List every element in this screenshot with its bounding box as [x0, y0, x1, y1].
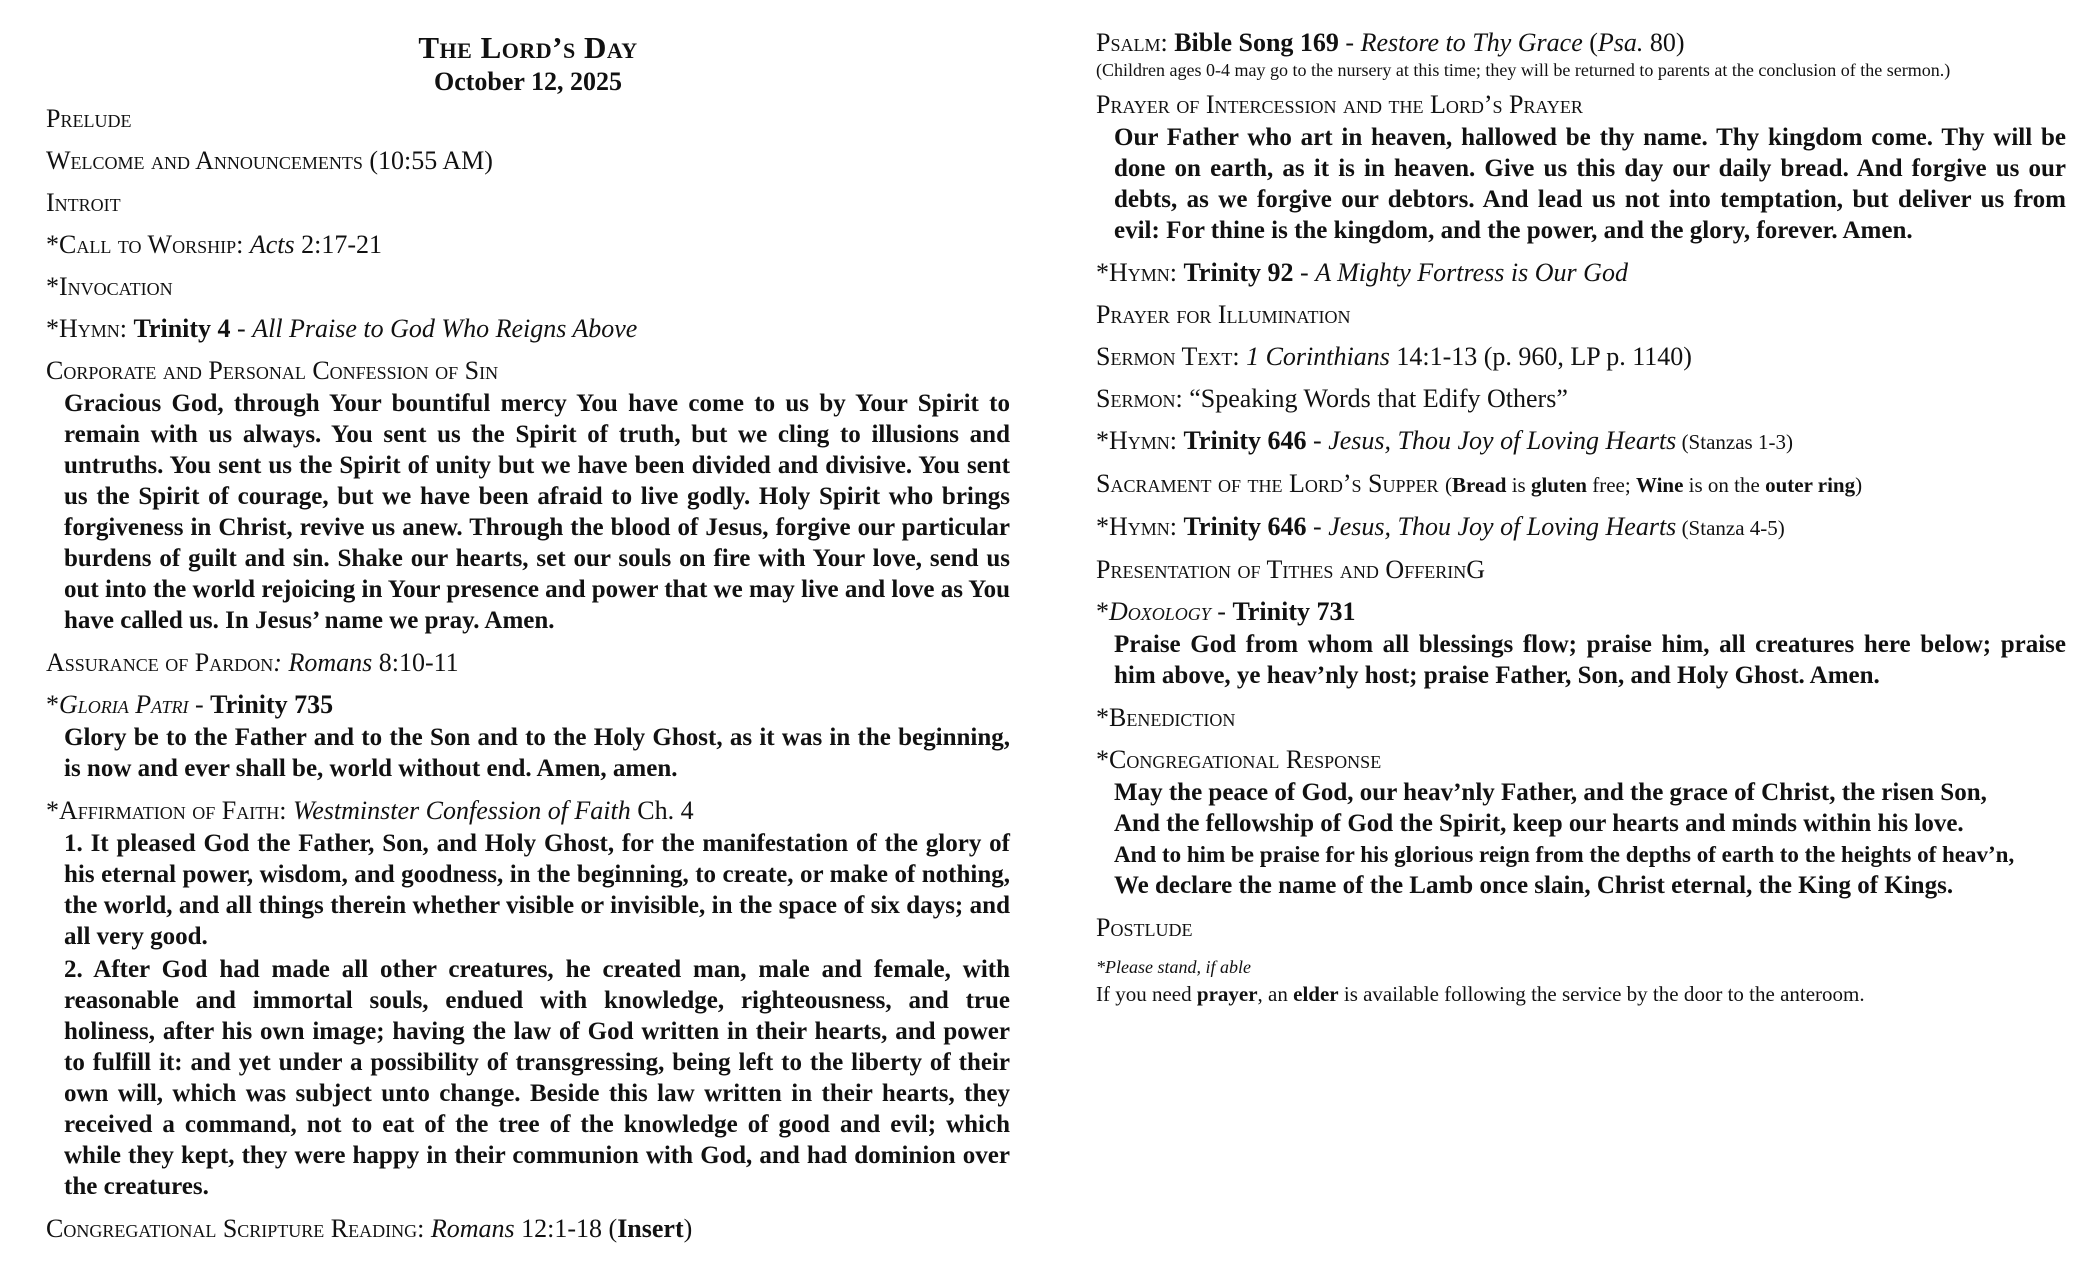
postlude: Postlude — [1096, 913, 1193, 942]
welcome-announcements: Welcome and Announcements (10:55 AM) — [46, 146, 493, 175]
prelude: Prelude — [46, 104, 132, 133]
benediction: *Benediction — [1096, 703, 1236, 732]
affirmation-paragraph-2: 2. After God had made all other creatures, he created man, male and female, with reasonable and immortal souls, endued with knowledge, righteousness, and true holiness, after his own image; having the law of God written in their hearts, and power to fulfill it: and yet under a possibility of transgressing, being left to the liberty of their own will, which was subject unto change. Beside this law written in their hearts, they received a command, not to eat of the tree of the knowledge of good and evil; which while they kept, they were happy in their communion with God, and had dominion over the creatures. — [64, 956, 1010, 1200]
affirmation-paragraph-1: 1. It pleased God the Father, Son, and Holy Ghost, for the manifestation of the glory of his eternal power, wisdom, and goodness, in the beginning, to create, or make of nothing, the world, and all things therein whether visible or invisible, in the space of six days; and all very good. — [64, 830, 1010, 950]
prayer-for-illumination: Prayer for Illumination — [1096, 300, 1351, 329]
confession-heading: Corporate and Personal Confession of Sin — [46, 356, 499, 385]
assurance-of-pardon: Assurance of Pardon: Romans 8:10-11 — [46, 648, 459, 677]
gloria-text: Glory be to the Father and to the Son and to the Holy Ghost, as it was in the beginning, is now and ever shall be, world without end. Amen, amen. — [64, 724, 1010, 782]
confession-text: Gracious God, through Your bountiful mercy You have come to us by Your Spirit to remain with us always. You sent us the Spirit of truth, but we cling to illusions and untruths. You sent us the Spirit of unity but we have been divided and divisive. You sent us the Spirit of courage, but we have been afraid to live godly. Holy Spirit who brings forgiveness in Christ, revive us anew. Through the blood of Jesus, forgive our particular burdens of guilt and sin. Shake our hearts, set our souls on fire with Your love, send us out into the world rejoicing in Your presence and power that we may live and love as You have called us. In Jesus’ name we pray. Amen. — [64, 390, 1010, 634]
tithes-and-offering: Presentation of Tithes and OfferinG — [1096, 555, 1485, 584]
gloria-patri: *Gloria Patri - Trinity 735 — [46, 690, 334, 719]
affirmation-of-faith: *Affirmation of Faith: Westminster Confession of Faith Ch. 4 — [46, 796, 694, 825]
intercession-heading: Prayer of Intercession and the Lord’s Prayer — [1096, 90, 1583, 119]
invocation: *Invocation — [46, 272, 173, 301]
congregational-response-text — [1114, 777, 2066, 901]
scripture-reading: Congregational Scripture Reading: Romans 12:1-18 (Insert) — [46, 1214, 693, 1243]
hymn-4: *Hymn: Trinity 646 - Jesus, Thou Joy of Loving Hearts (Stanza 4-5) — [1096, 512, 1785, 541]
call-to-worship: *Call to Worship: Acts 2:17-21 — [46, 230, 382, 259]
response-line-2: And the fellowship of God the Spirit, keep our hearts and minds within his love. — [1114, 810, 1964, 837]
response-line-4: We declare the name of the Lamb once slain, Christ eternal, the King of Kings. — [1114, 872, 1954, 899]
stand-note: *Please stand, if able — [1096, 957, 1251, 977]
doxology-text: Praise God from whom all blessings flow; praise him, all creatures here below; praise him above, ye heav’nly host; praise Father, Son, and Holy Ghost. Amen. — [1114, 631, 2066, 689]
doxology: *Doxology - Trinity 731 — [1096, 597, 1356, 626]
psalm: Psalm: Bible Song 169 - Restore to Thy Grace (Psa. 80) — [1096, 28, 1685, 57]
service-date: October 12, 2025 — [434, 67, 622, 96]
response-line-3: And to him be praise for his glorious reign from the depths of earth to the heights of heav’n, — [1114, 842, 2015, 867]
left-column — [46, 0, 1010, 1244]
response-line-1: May the peace of God, our heav’nly Father, and the grace of Christ, the risen Son, — [1114, 779, 1987, 806]
hymn-2: *Hymn: Trinity 92 - A Mighty Fortress is Our God — [1096, 258, 1628, 287]
lords-prayer-text: Our Father who art in heaven, hallowed be thy name. Thy kingdom come. Thy will be done on earth, as it is in heaven. Give us this day our daily bread. And forgive us our debts, as we forgive our debtors. And lead us not into temptation, but deliver us from evil: For thine is the kingdom, and the power, and the glory, forever. Amen. — [1114, 124, 2066, 244]
nursery-note: (Children ages 0-4 may go to the nursery at this time; they will be returned to parents at the conclusion of the sermon.) — [1096, 60, 1951, 80]
congregational-response-heading: *Congregational Response — [1096, 745, 1382, 774]
prayer-note: If you need prayer, an elder is available following the service by the door to the anteroom. — [1096, 982, 1865, 1006]
right-column — [1096, 0, 2066, 1008]
hymn-1: *Hymn: Trinity 4 - All Praise to God Who Reigns Above — [46, 314, 638, 343]
page-title: The Lord’s Day — [418, 30, 638, 65]
sermon: Sermon: “Speaking Words that Edify Others” — [1096, 384, 1568, 413]
lords-supper: Sacrament of the Lord’s Supper (Bread is gluten free; Wine is on the outer ring) — [1096, 469, 1863, 498]
sermon-text: Sermon Text: 1 Corinthians 14:1-13 (p. 960, LP p. 1140) — [1096, 342, 1692, 371]
introit: Introit — [46, 188, 121, 217]
hymn-3: *Hymn: Trinity 646 - Jesus, Thou Joy of Loving Hearts (Stanzas 1-3) — [1096, 426, 1793, 455]
